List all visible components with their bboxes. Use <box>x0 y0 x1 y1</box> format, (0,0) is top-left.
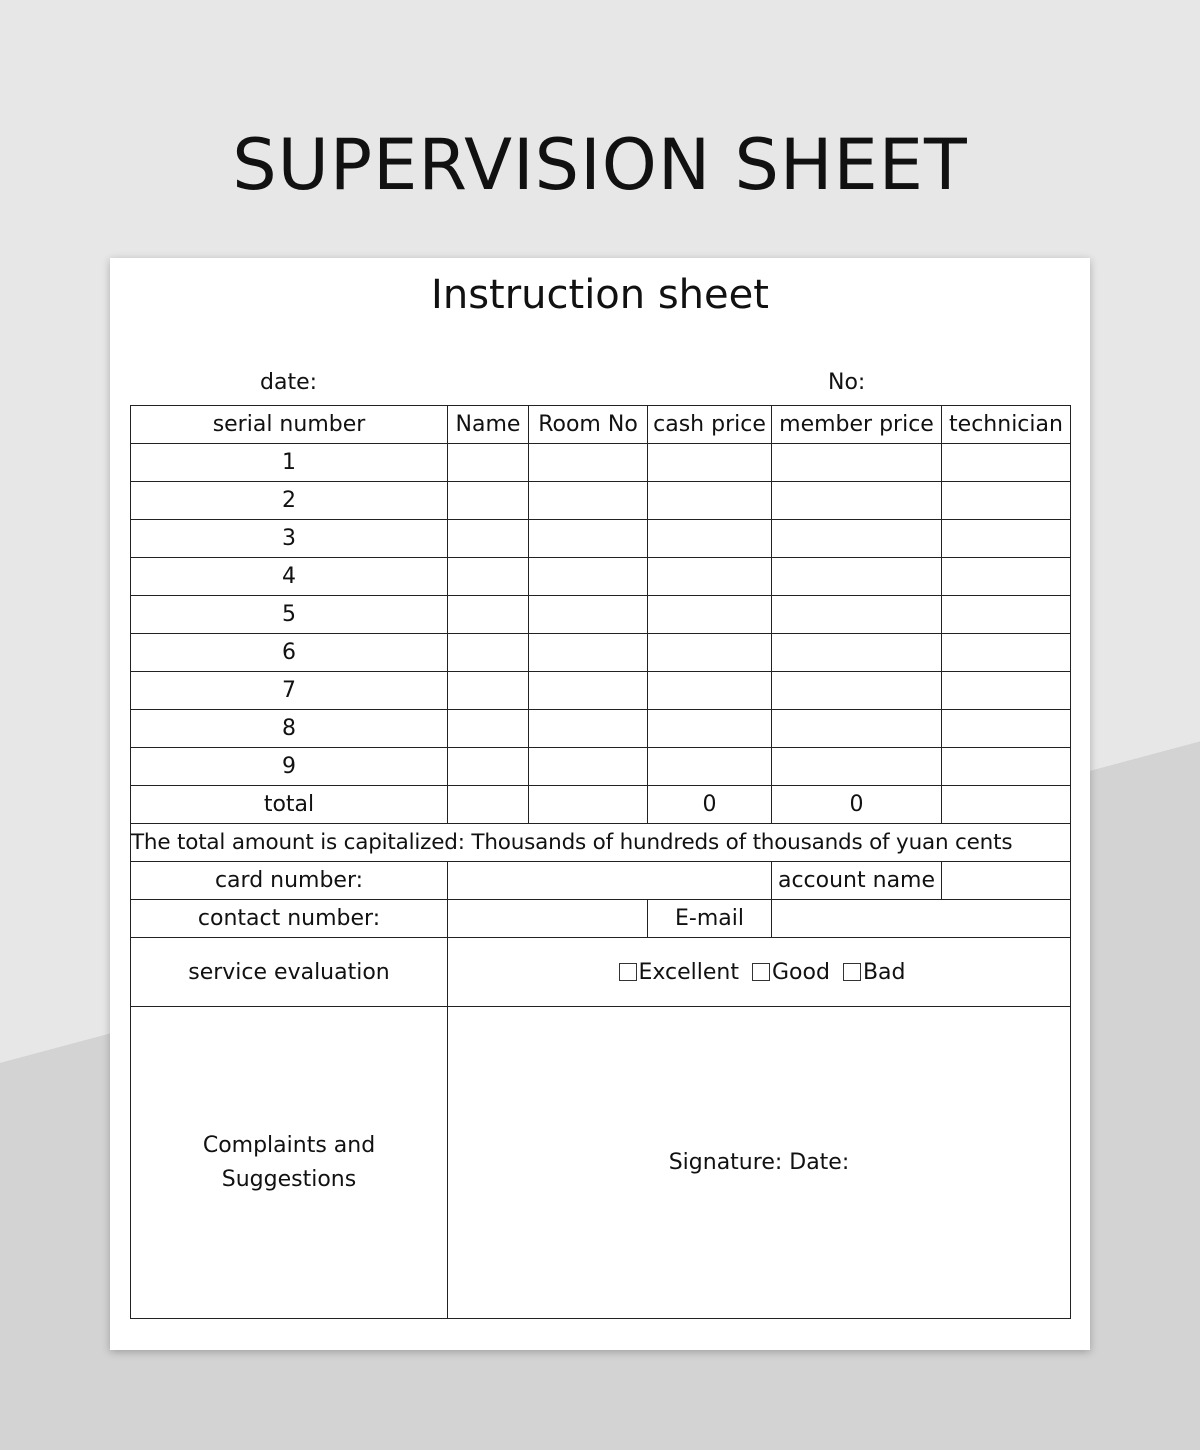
room-no-cell[interactable] <box>529 672 648 710</box>
name-cell[interactable] <box>448 710 529 748</box>
capitalized-amount-text: The total amount is capitalized: Thousands of hundreds of thousands of yuan cents <box>131 824 1071 862</box>
name-cell[interactable] <box>448 634 529 672</box>
technician-cell[interactable] <box>942 444 1071 482</box>
email-label: E-mail <box>648 900 772 938</box>
cash-price-cell[interactable] <box>648 748 772 786</box>
name-cell[interactable] <box>448 672 529 710</box>
account-name-label: account name <box>772 862 942 900</box>
excellent-checkbox[interactable] <box>619 963 637 981</box>
member-price-cell[interactable] <box>772 444 942 482</box>
technician-cell[interactable] <box>942 596 1071 634</box>
name-cell[interactable] <box>448 558 529 596</box>
total-cash-price: 0 <box>648 786 772 824</box>
name-cell[interactable] <box>448 520 529 558</box>
instruction-table <box>130 405 1071 1319</box>
table-row <box>131 558 1071 596</box>
member-price-cell[interactable] <box>772 482 942 520</box>
cash-price-cell[interactable] <box>648 596 772 634</box>
header-serial-number: serial number <box>131 406 448 444</box>
room-no-cell[interactable] <box>529 748 648 786</box>
cash-price-cell[interactable] <box>648 558 772 596</box>
cash-price-cell[interactable] <box>648 444 772 482</box>
cash-price-cell[interactable] <box>648 482 772 520</box>
good-label: Good <box>772 959 830 985</box>
bad-label: Bad <box>862 959 906 985</box>
complaints-label <box>131 1007 448 1319</box>
table-row <box>131 634 1071 672</box>
total-name-cell <box>448 786 529 824</box>
card-number-field[interactable] <box>448 862 772 900</box>
room-no-cell[interactable] <box>529 520 648 558</box>
number-label: No: <box>828 370 866 395</box>
room-no-cell[interactable] <box>529 558 648 596</box>
serial-cell: 4 <box>131 558 448 596</box>
document-title: Instruction sheet <box>431 272 769 318</box>
table-row <box>131 482 1071 520</box>
signature-area[interactable] <box>448 1007 1071 1319</box>
room-no-cell[interactable] <box>529 444 648 482</box>
table-row <box>131 748 1071 786</box>
contact-number-label: contact number: <box>131 900 448 938</box>
table-row <box>131 520 1071 558</box>
technician-cell[interactable] <box>942 634 1071 672</box>
table-row <box>131 672 1071 710</box>
technician-cell[interactable] <box>942 672 1071 710</box>
account-name-field[interactable] <box>942 862 1071 900</box>
instruction-sheet-paper <box>110 258 1090 1350</box>
cash-price-cell[interactable] <box>648 710 772 748</box>
serial-cell: 9 <box>131 748 448 786</box>
serial-cell: 6 <box>131 634 448 672</box>
technician-cell[interactable] <box>942 710 1071 748</box>
total-member-price: 0 <box>772 786 942 824</box>
header-technician: technician <box>942 406 1071 444</box>
bad-checkbox[interactable] <box>843 963 861 981</box>
excellent-label: Excellent <box>638 959 739 985</box>
cash-price-cell[interactable] <box>648 520 772 558</box>
name-cell[interactable] <box>448 482 529 520</box>
contact-row <box>131 900 1071 938</box>
service-evaluation-row <box>131 938 1071 1007</box>
complaints-row <box>131 1007 1071 1319</box>
technician-cell[interactable] <box>942 558 1071 596</box>
member-price-cell[interactable] <box>772 672 942 710</box>
member-price-cell[interactable] <box>772 748 942 786</box>
total-room-no-cell <box>529 786 648 824</box>
header-name: Name <box>448 406 529 444</box>
room-no-cell[interactable] <box>529 634 648 672</box>
room-no-cell[interactable] <box>529 596 648 634</box>
room-no-cell[interactable] <box>529 482 648 520</box>
cash-price-cell[interactable] <box>648 672 772 710</box>
serial-cell: 1 <box>131 444 448 482</box>
good-checkbox[interactable] <box>752 963 770 981</box>
serial-cell: 2 <box>131 482 448 520</box>
contact-number-field[interactable] <box>448 900 648 938</box>
total-row <box>131 786 1071 824</box>
table-row <box>131 710 1071 748</box>
technician-cell[interactable] <box>942 520 1071 558</box>
table-row <box>131 596 1071 634</box>
technician-cell[interactable] <box>942 482 1071 520</box>
serial-cell: 3 <box>131 520 448 558</box>
member-price-cell[interactable] <box>772 558 942 596</box>
serial-cell: 8 <box>131 710 448 748</box>
card-number-label: card number: <box>131 862 448 900</box>
capitalized-row <box>131 824 1071 862</box>
technician-cell[interactable] <box>942 748 1071 786</box>
email-field[interactable] <box>772 900 1071 938</box>
member-price-cell[interactable] <box>772 520 942 558</box>
member-price-cell[interactable] <box>772 710 942 748</box>
date-label: date: <box>260 370 318 395</box>
header-cash-price: cash price <box>648 406 772 444</box>
total-label: total <box>131 786 448 824</box>
service-evaluation-label: service evaluation <box>131 938 448 1007</box>
member-price-cell[interactable] <box>772 634 942 672</box>
serial-cell: 7 <box>131 672 448 710</box>
cash-price-cell[interactable] <box>648 634 772 672</box>
table-header-row <box>131 406 1071 444</box>
member-price-cell[interactable] <box>772 596 942 634</box>
complaints-label-text: Complaints and Suggestions <box>202 1132 376 1192</box>
room-no-cell[interactable] <box>529 710 648 748</box>
header-room-no: Room No <box>529 406 648 444</box>
total-technician-cell <box>942 786 1071 824</box>
card-number-row <box>131 862 1071 900</box>
table-row <box>131 444 1071 482</box>
name-cell[interactable] <box>448 748 529 786</box>
serial-cell: 5 <box>131 596 448 634</box>
header-member-price: member price <box>772 406 942 444</box>
evaluation-options <box>448 938 1071 1007</box>
name-cell[interactable] <box>448 596 529 634</box>
signature-date-label: Signature: Date: <box>668 1149 850 1175</box>
name-cell[interactable] <box>448 444 529 482</box>
banner-title: SUPERVISION SHEET <box>232 124 968 206</box>
